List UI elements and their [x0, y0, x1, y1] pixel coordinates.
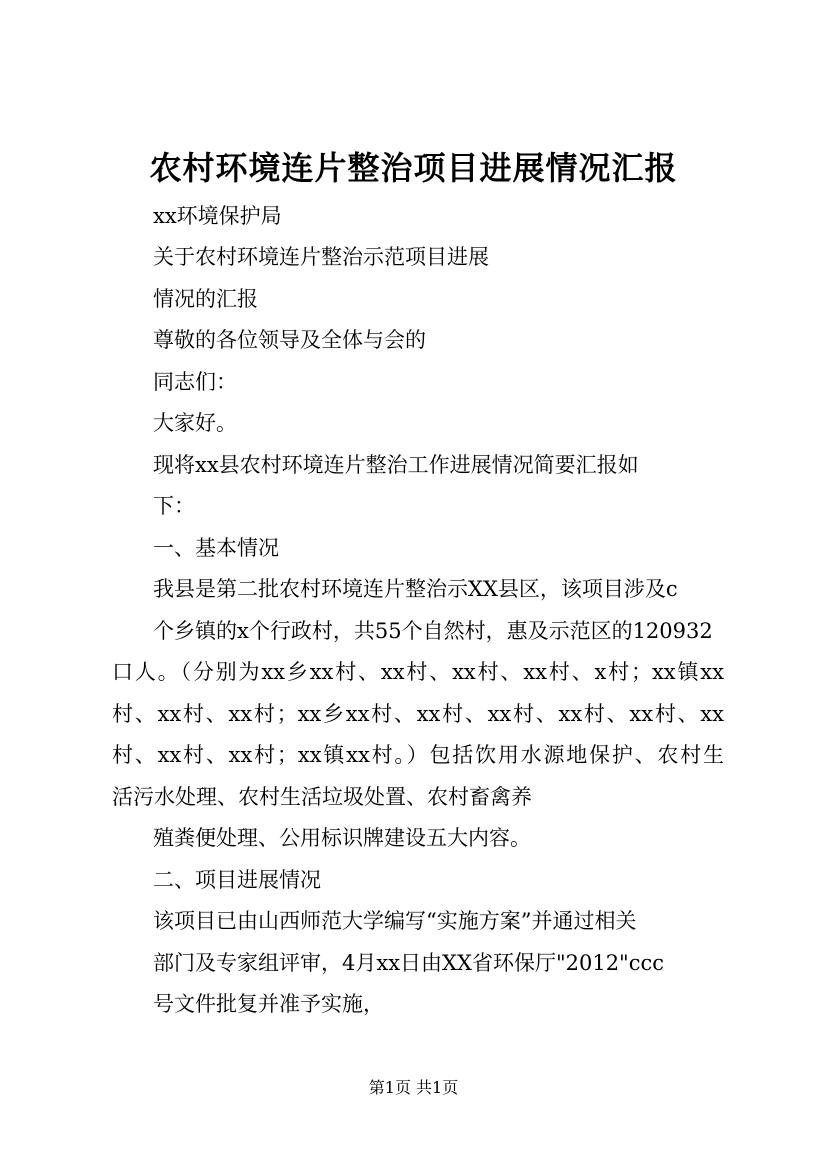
page-footer: 第1页 共1页: [368, 1078, 459, 1097]
paragraph-line: 同志们：: [153, 370, 237, 394]
paragraph-line: 大家好。: [153, 411, 237, 435]
paragraph-line: 部门及专家组评审，4月xx日由XX省环保厅"2012"ccc: [153, 951, 664, 975]
paragraph-line: 我县是第二批农村环境连片整治示XX县区，该项目涉及c: [153, 577, 678, 601]
paragraph-line: 情况的汇报: [153, 287, 258, 311]
paragraph-line: 口人。（分别为xx乡xx村、xx村、xx村、xx村、x村；xx镇xx: [112, 660, 724, 684]
paragraph-line: 关于农村环境连片整治示范项目进展: [153, 245, 489, 269]
document-title: 农村环境连片整治项目进展情况汇报: [149, 149, 678, 187]
paragraph-line: 村、xx村、xx村；xx镇xx村。）包括饮用水源地保护、农村生: [112, 743, 724, 767]
section-heading: 二、项目进展情况: [153, 868, 321, 892]
paragraph-line: 现将xx县农村环境连片整治工作进展情况简要汇报如: [153, 453, 639, 477]
section-heading: 一、基本情况: [153, 536, 279, 560]
paragraph-line: 该项目已由山西师范大学编写“实施方案”并通过相关: [153, 909, 637, 933]
paragraph-line: xx环境保护局: [153, 204, 282, 228]
paragraph-line: 下：: [153, 494, 195, 518]
paragraph-line: 个乡镇的x个行政村，共55个自然村，惠及示范区的120932: [153, 619, 713, 643]
paragraph-line: 殖粪便处理、公用标识牌建设五大内容。: [153, 826, 531, 850]
paragraph-line: 尊敬的各位领导及全体与会的: [153, 328, 426, 352]
paragraph-line: 村、xx村、xx村；xx乡xx村、xx村、xx村、xx村、xx村、xx: [112, 702, 724, 726]
paragraph-line: 号文件批复并准予实施，: [153, 992, 384, 1016]
paragraph-line: 活污水处理、农村生活垃圾处置、农村畜禽养: [112, 785, 532, 809]
